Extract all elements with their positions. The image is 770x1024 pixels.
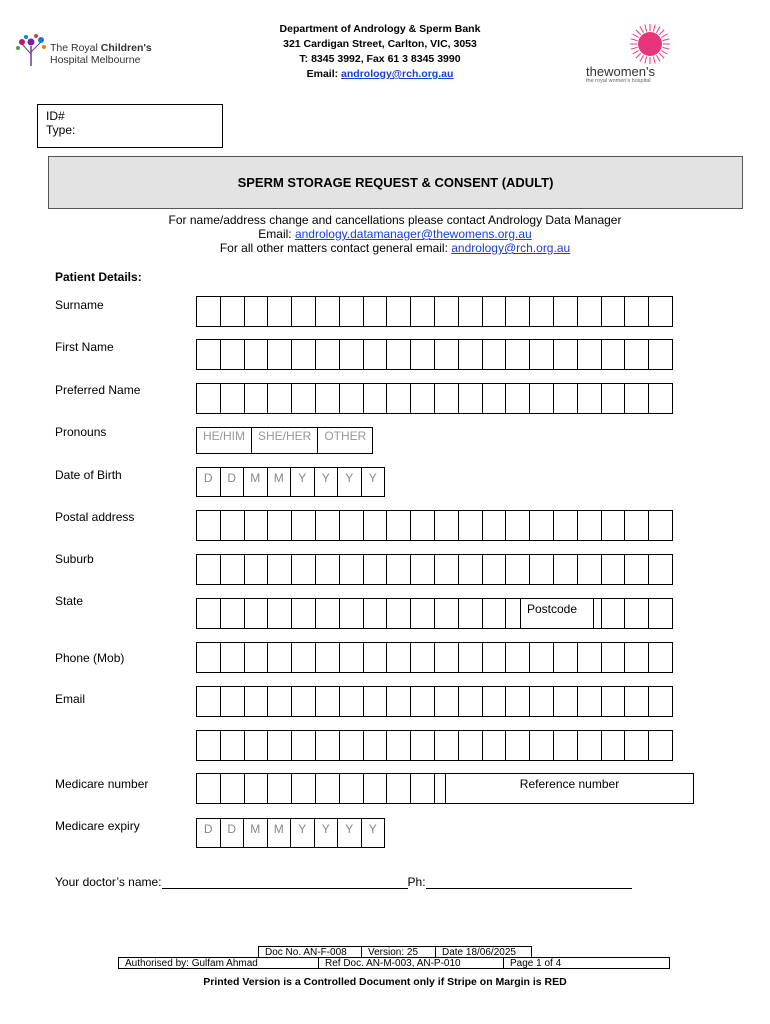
char-cell[interactable]	[458, 686, 483, 717]
char-cell[interactable]	[482, 642, 507, 673]
char-cell[interactable]	[624, 730, 649, 761]
char-cell[interactable]	[244, 510, 269, 541]
date-cell[interactable]: Y	[337, 818, 362, 848]
char-cell[interactable]	[624, 510, 649, 541]
char-cell[interactable]	[482, 686, 507, 717]
char-cell[interactable]	[291, 510, 316, 541]
char-cell[interactable]	[244, 642, 269, 673]
dept-phone: T: 8345 3992, Fax 61 3 8345 3990	[299, 53, 461, 65]
char-cell[interactable]	[624, 296, 649, 327]
doctor-name-line[interactable]	[162, 875, 408, 889]
char-cell[interactable]	[339, 383, 364, 414]
char-cell[interactable]	[244, 773, 269, 804]
char-cell[interactable]	[196, 773, 221, 804]
doctor-phone-line[interactable]	[426, 875, 632, 889]
char-cell[interactable]	[196, 730, 221, 761]
contact-general-line	[100, 241, 690, 255]
char-cell[interactable]	[291, 730, 316, 761]
date-cell[interactable]: Y	[314, 467, 339, 497]
state-label: State	[55, 594, 84, 608]
char-cell[interactable]	[577, 296, 602, 327]
char-cell[interactable]	[482, 383, 507, 414]
char-cell[interactable]	[434, 383, 459, 414]
char-cell[interactable]	[220, 339, 245, 370]
char-cell[interactable]	[624, 642, 649, 673]
char-cell[interactable]	[482, 730, 507, 761]
char-cell[interactable]	[339, 296, 364, 327]
char-cell[interactable]	[244, 598, 269, 629]
char-cell[interactable]	[434, 642, 459, 673]
char-cell[interactable]	[196, 339, 221, 370]
doctor-phone-label: Ph:	[407, 875, 426, 889]
preferred-name-label: Preferred Name	[55, 383, 141, 397]
contact-email-label: Email:	[258, 227, 295, 241]
char-cell[interactable]	[601, 510, 626, 541]
char-cell[interactable]	[505, 296, 530, 327]
char-cell[interactable]	[505, 730, 530, 761]
char-cell[interactable]	[482, 510, 507, 541]
char-cell[interactable]	[363, 642, 388, 673]
char-cell[interactable]	[648, 383, 673, 414]
char-cell[interactable]	[577, 383, 602, 414]
char-cell[interactable]	[505, 339, 530, 370]
char-cell[interactable]	[315, 554, 340, 585]
email-label: Email	[55, 692, 86, 706]
data-manager-email-link[interactable]: andrology.datamanager@thewomens.org.au	[294, 227, 532, 241]
flower-icon	[628, 22, 672, 66]
char-cell[interactable]	[648, 642, 673, 673]
char-cell[interactable]	[363, 296, 388, 327]
suburb-grid[interactable]	[196, 554, 673, 585]
char-cell[interactable]	[601, 296, 626, 327]
suburb-label: Suburb	[55, 552, 94, 566]
char-cell[interactable]	[267, 642, 292, 673]
char-cell[interactable]	[577, 510, 602, 541]
char-cell[interactable]	[577, 686, 602, 717]
reference-number-label: Reference number	[519, 777, 620, 791]
char-cell[interactable]	[434, 296, 459, 327]
doc-number: Doc No. AN-F-008	[258, 946, 362, 958]
phone-label: Phone (Mob)	[55, 651, 125, 665]
first-name-grid[interactable]	[196, 339, 673, 370]
char-cell[interactable]	[315, 510, 340, 541]
char-cell[interactable]	[196, 642, 221, 673]
char-cell[interactable]	[339, 642, 364, 673]
date-cell[interactable]: M	[243, 467, 268, 497]
womens-logo-text: thewomen's	[586, 64, 655, 79]
date-cell[interactable]: Y	[361, 467, 386, 497]
date-cell[interactable]: Y	[314, 818, 339, 848]
char-cell[interactable]	[386, 339, 411, 370]
char-cell[interactable]	[339, 773, 364, 804]
char-cell[interactable]	[363, 554, 388, 585]
char-cell[interactable]	[553, 510, 578, 541]
pronoun-options	[196, 427, 373, 454]
first-name-label: First Name	[55, 340, 114, 354]
printed-version-note: Printed Version is a Controlled Document only if Stripe on Margin is RED	[203, 976, 567, 988]
char-cell[interactable]	[601, 686, 626, 717]
char-cell[interactable]	[624, 339, 649, 370]
date-cell[interactable]: M	[243, 818, 268, 848]
char-cell[interactable]	[434, 510, 459, 541]
pronouns-label: Pronouns	[55, 425, 107, 439]
char-cell[interactable]	[386, 383, 411, 414]
char-cell[interactable]	[291, 296, 316, 327]
dept-name: Department of Andrology & Sperm Bank	[279, 23, 481, 35]
char-cell[interactable]	[291, 642, 316, 673]
char-cell[interactable]	[458, 339, 483, 370]
char-cell[interactable]	[291, 598, 316, 629]
char-cell[interactable]	[434, 686, 459, 717]
char-cell[interactable]	[386, 642, 411, 673]
char-cell[interactable]	[196, 686, 221, 717]
doc-version: Version: 25	[361, 946, 436, 958]
pronoun-option-other[interactable]: OTHER	[317, 427, 373, 454]
char-cell[interactable]	[648, 686, 673, 717]
char-cell[interactable]	[315, 642, 340, 673]
womens-logo-subtext: the royal women's hospital	[586, 78, 651, 84]
dob-label: Date of Birth	[55, 468, 122, 482]
char-cell[interactable]	[386, 296, 411, 327]
pronoun-option-he-him[interactable]: HE/HIM	[196, 427, 252, 454]
char-cell[interactable]	[601, 642, 626, 673]
char-cell[interactable]	[267, 339, 292, 370]
dept-email-line	[230, 67, 530, 82]
date-cell[interactable]: D	[196, 467, 221, 497]
char-cell[interactable]	[410, 598, 435, 629]
char-cell[interactable]	[244, 339, 269, 370]
char-cell[interactable]	[291, 773, 316, 804]
char-cell[interactable]	[624, 554, 649, 585]
char-cell[interactable]	[410, 383, 435, 414]
char-cell[interactable]	[220, 296, 245, 327]
char-cell[interactable]	[505, 554, 530, 585]
rch-name-prefix: The Royal	[50, 42, 101, 54]
char-cell[interactable]	[648, 510, 673, 541]
patient-details-heading: Patient Details:	[55, 270, 142, 284]
char-cell[interactable]	[482, 339, 507, 370]
char-cell[interactable]	[410, 339, 435, 370]
char-cell[interactable]	[410, 642, 435, 673]
char-cell[interactable]	[601, 383, 626, 414]
char-cell[interactable]	[458, 598, 483, 629]
char-cell[interactable]	[529, 686, 554, 717]
char-cell[interactable]	[386, 510, 411, 541]
char-cell[interactable]	[648, 598, 673, 629]
doc-ref: Ref Doc. AN-M-003, AN-P-010	[318, 957, 504, 969]
char-cell[interactable]	[624, 598, 649, 629]
char-cell[interactable]	[220, 510, 245, 541]
char-cell[interactable]	[529, 383, 554, 414]
rch-logo-text	[50, 42, 152, 66]
id-box[interactable]	[37, 104, 223, 148]
postal-address-grid[interactable]	[196, 510, 673, 541]
char-cell[interactable]	[363, 383, 388, 414]
char-cell[interactable]	[386, 598, 411, 629]
char-cell[interactable]	[601, 339, 626, 370]
char-cell[interactable]	[196, 510, 221, 541]
womens-logo	[580, 22, 670, 86]
char-cell[interactable]	[291, 554, 316, 585]
char-cell[interactable]	[267, 686, 292, 717]
dept-email-link[interactable]: andrology@rch.org.au	[341, 68, 454, 80]
contact-general-label: For all other matters contact general email:	[219, 241, 452, 255]
email-grid-1[interactable]	[196, 686, 673, 717]
dob-grid[interactable]	[196, 467, 385, 497]
char-cell[interactable]	[648, 554, 673, 585]
char-cell[interactable]	[577, 339, 602, 370]
date-cell[interactable]: M	[267, 467, 292, 497]
char-cell[interactable]	[529, 339, 554, 370]
tree-icon	[14, 32, 48, 68]
char-cell[interactable]	[648, 296, 673, 327]
rch-name-line2: Hospital Melbourne	[50, 54, 141, 66]
char-cell[interactable]	[410, 730, 435, 761]
char-cell[interactable]	[363, 339, 388, 370]
date-cell[interactable]: Y	[290, 467, 315, 497]
char-cell[interactable]	[648, 730, 673, 761]
char-cell[interactable]	[529, 730, 554, 761]
char-cell[interactable]	[315, 730, 340, 761]
postcode-field	[520, 598, 594, 629]
char-cell[interactable]	[553, 686, 578, 717]
char-cell[interactable]	[505, 510, 530, 541]
char-cell[interactable]	[339, 554, 364, 585]
id-label: ID#	[46, 109, 65, 123]
char-cell[interactable]	[529, 554, 554, 585]
char-cell[interactable]	[267, 773, 292, 804]
date-cell[interactable]: D	[196, 818, 221, 848]
char-cell[interactable]	[315, 383, 340, 414]
char-cell[interactable]	[267, 383, 292, 414]
char-cell[interactable]	[553, 730, 578, 761]
char-cell[interactable]	[505, 686, 530, 717]
char-cell[interactable]	[315, 773, 340, 804]
date-cell[interactable]: M	[267, 818, 292, 848]
date-cell[interactable]: Y	[337, 467, 362, 497]
char-cell[interactable]	[291, 686, 316, 717]
char-cell[interactable]	[601, 730, 626, 761]
char-cell[interactable]	[434, 554, 459, 585]
doc-date: Date 18/06/2025	[435, 946, 532, 958]
char-cell[interactable]	[410, 296, 435, 327]
char-cell[interactable]	[315, 339, 340, 370]
char-cell[interactable]	[244, 686, 269, 717]
char-cell[interactable]	[291, 383, 316, 414]
char-cell[interactable]	[505, 383, 530, 414]
char-cell[interactable]	[244, 383, 269, 414]
char-cell[interactable]	[196, 383, 221, 414]
rch-name-bold: Children's	[100, 42, 152, 54]
char-cell[interactable]	[434, 598, 459, 629]
contact-info	[100, 213, 690, 255]
doctor-row	[55, 875, 632, 889]
char-cell[interactable]	[220, 554, 245, 585]
date-cell[interactable]: D	[220, 467, 245, 497]
char-cell[interactable]	[244, 554, 269, 585]
char-cell[interactable]	[529, 642, 554, 673]
char-cell[interactable]	[553, 339, 578, 370]
postcode-label: Postcode	[527, 602, 578, 616]
char-cell[interactable]	[410, 686, 435, 717]
char-cell[interactable]	[553, 554, 578, 585]
char-cell[interactable]	[220, 642, 245, 673]
date-cell[interactable]: D	[220, 818, 245, 848]
char-cell[interactable]	[363, 686, 388, 717]
char-cell[interactable]	[458, 383, 483, 414]
char-cell[interactable]	[339, 730, 364, 761]
medicare-expiry-grid[interactable]	[196, 818, 385, 848]
char-cell[interactable]	[482, 554, 507, 585]
char-cell[interactable]	[410, 510, 435, 541]
contact-email-line	[100, 227, 690, 241]
char-cell[interactable]	[363, 730, 388, 761]
char-cell[interactable]	[577, 642, 602, 673]
char-cell[interactable]	[601, 554, 626, 585]
dept-street: 321 Cardigan Street, Carlton, VIC, 3053	[283, 38, 477, 50]
char-cell[interactable]	[363, 598, 388, 629]
form-title	[48, 156, 743, 209]
char-cell[interactable]	[267, 554, 292, 585]
surname-label: Surname	[55, 298, 104, 312]
char-cell[interactable]	[482, 296, 507, 327]
char-cell[interactable]	[624, 686, 649, 717]
char-cell[interactable]	[434, 730, 459, 761]
surname-grid[interactable]	[196, 296, 673, 327]
medicare-expiry-label: Medicare expiry	[55, 819, 140, 833]
char-cell[interactable]	[220, 730, 245, 761]
char-cell[interactable]	[339, 686, 364, 717]
char-cell[interactable]	[220, 383, 245, 414]
char-cell[interactable]	[458, 510, 483, 541]
doc-authorised-by: Authorised by: Gulfam Ahmad	[118, 957, 319, 969]
general-email-link[interactable]: andrology@rch.org.au	[451, 241, 571, 255]
char-cell[interactable]	[434, 339, 459, 370]
char-cell[interactable]	[482, 598, 507, 629]
char-cell[interactable]	[458, 554, 483, 585]
char-cell[interactable]	[386, 554, 411, 585]
medicare-number-label: Medicare number	[55, 777, 149, 791]
char-cell[interactable]	[220, 773, 245, 804]
char-cell[interactable]	[315, 296, 340, 327]
char-cell[interactable]	[339, 598, 364, 629]
char-cell[interactable]	[648, 339, 673, 370]
preferred-name-grid[interactable]	[196, 383, 673, 414]
char-cell[interactable]	[410, 554, 435, 585]
reference-number-field[interactable]	[445, 773, 694, 804]
date-cell[interactable]: Y	[361, 818, 386, 848]
char-cell[interactable]	[339, 510, 364, 541]
char-cell[interactable]	[458, 642, 483, 673]
char-cell[interactable]	[267, 730, 292, 761]
char-cell[interactable]	[529, 510, 554, 541]
char-cell[interactable]	[291, 339, 316, 370]
date-cell[interactable]: Y	[290, 818, 315, 848]
char-cell[interactable]	[553, 642, 578, 673]
postal-address-label: Postal address	[55, 510, 135, 524]
char-cell[interactable]	[577, 730, 602, 761]
char-cell[interactable]	[220, 598, 245, 629]
dept-email-label: Email:	[306, 68, 342, 80]
doc-page: Page 1 of 4	[503, 957, 670, 969]
char-cell[interactable]	[386, 773, 411, 804]
type-label: Type:	[46, 123, 76, 137]
char-cell[interactable]	[458, 296, 483, 327]
char-cell[interactable]	[267, 510, 292, 541]
char-cell[interactable]	[458, 730, 483, 761]
char-cell[interactable]	[196, 296, 221, 327]
char-cell[interactable]	[386, 730, 411, 761]
char-cell[interactable]	[220, 686, 245, 717]
form-title-text: SPERM STORAGE REQUEST & CONSENT (ADULT)	[237, 175, 554, 190]
char-cell[interactable]	[601, 598, 626, 629]
char-cell[interactable]	[244, 296, 269, 327]
char-cell[interactable]	[553, 296, 578, 327]
doctor-name-label: Your doctor’s name:	[55, 875, 162, 889]
char-cell[interactable]	[267, 598, 292, 629]
char-cell[interactable]	[505, 642, 530, 673]
char-cell[interactable]	[410, 773, 435, 804]
char-cell[interactable]	[339, 339, 364, 370]
contact-line1: For name/address change and cancellations please contact Andrology Data Manager	[168, 213, 622, 227]
state-grid[interactable]	[196, 598, 673, 629]
char-cell[interactable]	[363, 773, 388, 804]
email-grid-2[interactable]	[196, 730, 673, 761]
char-cell[interactable]	[386, 686, 411, 717]
pronoun-option-she-her[interactable]: SHE/HER	[251, 427, 318, 454]
department-address	[230, 22, 530, 82]
char-cell[interactable]	[553, 383, 578, 414]
char-cell[interactable]	[315, 686, 340, 717]
char-cell[interactable]	[577, 554, 602, 585]
char-cell[interactable]	[196, 598, 221, 629]
phone-grid[interactable]	[196, 642, 673, 673]
char-cell[interactable]	[315, 598, 340, 629]
char-cell[interactable]	[363, 510, 388, 541]
char-cell[interactable]	[196, 554, 221, 585]
char-cell[interactable]	[624, 383, 649, 414]
char-cell[interactable]	[529, 296, 554, 327]
char-cell[interactable]	[267, 296, 292, 327]
char-cell[interactable]	[244, 730, 269, 761]
rch-logo	[14, 32, 154, 72]
